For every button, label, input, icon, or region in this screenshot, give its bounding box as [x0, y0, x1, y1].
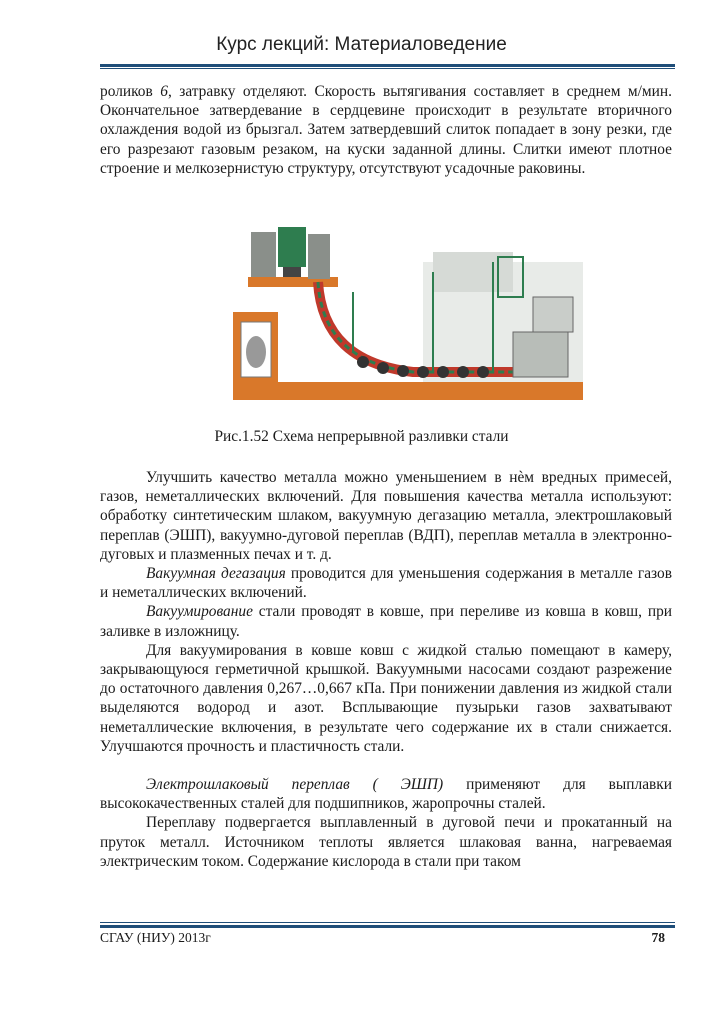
footer-institution: СГАУ (НИУ) 2013г	[100, 930, 211, 945]
ladle-lower	[246, 336, 266, 368]
intro-text-c: , затравку отделяют. Скорость вытягивания составляет в среднем м/мин. Окончательное затвердевание в сердцевине происходит в результате вторичного охлаждения водой из брызгал. Затем затвердевший слиток попадает в зону резки, где его разрезают газовым резаком, на куски заданной длины. Слитки имеют плотное строение и мелкозернистую структуру, отсутствуют усадочные раковины.	[100, 83, 672, 177]
paragraph-vacuum-degassing	[100, 564, 672, 602]
paragraph-vacuum-degassing-text: проводится для уменьшения содержания в металле газов и неметаллических включений.	[100, 565, 672, 602]
ladle-right	[308, 234, 330, 279]
paragraph-quality: Улучшить качество металла можно уменьшением в нѐм вредных примесей, газов, неметаллических включений. Для повышения качества металла используют: обработку синтетическим шлаком, вакуумную дегазацию металла, электрошлаковый переплав (ЭШП), вакуумно-дуговой переплав (ВДП), переплав металла в электронно-дуговых и плазменных печах и т. д.	[100, 469, 672, 563]
footer-rule	[100, 925, 675, 928]
paragraph-remelting: Переплаву подвергается выплавленный в дуговой печи и прокатанный на пруток металл. Источником теплоты является шлаковая ванна, нагреваемая электрическим током. Содержание кислорода в стали при таком	[100, 814, 672, 870]
term-esr: Электрошлаковый переплав ( ЭШП)	[146, 776, 444, 794]
foundation-floor	[233, 382, 583, 400]
intro-roller-number: 6	[160, 83, 168, 100]
figure-caption: Рис.1.52 Схема непрерывной разливки стали	[214, 428, 509, 445]
turret-mechanism	[278, 227, 306, 267]
tundish	[283, 267, 301, 277]
intro-text-a: роликов	[100, 83, 161, 100]
paragraph-esr-text: применяют для выплавки высококачественных сталей для подшипников, жаропрочны сталей.	[100, 776, 673, 813]
page-header-title: Курс лекций: Материаловедение	[216, 34, 507, 55]
paragraph-esr	[100, 775, 672, 813]
paragraph-ladle-vacuuming: Для вакуумирования в ковше ковш с жидкой сталью помещают в камеру, закрывающуюся герметичной крышкой. Вакуумными насосами создают разрежение до остаточного давления 0,267…0,667 кПа. При понижении давления из жидкой стали выделяются водород и азот. Всплывающие пузырьки газов захватывают неметаллические включения, в результате чего содержание их в стали снижается. Улучшаются прочность и пластичность стали.	[100, 641, 672, 755]
ladle-left	[251, 232, 276, 277]
continuous-casting-diagram	[233, 222, 583, 400]
paragraph-vacuuming-text: стали проводят в ковше, при переливе из ковша в ковш, при заливке в изложницу.	[100, 603, 672, 640]
cutting-unit	[513, 332, 568, 377]
header-rule-thin	[100, 68, 675, 69]
header-rule	[100, 64, 675, 67]
intro-paragraph	[100, 82, 672, 178]
paragraph-vacuuming	[100, 602, 672, 640]
term-vacuum-degassing: Вакуумная дегазация	[146, 565, 286, 583]
footer-rule-thin	[100, 922, 675, 923]
body-text	[100, 468, 672, 871]
page-number: 78	[651, 930, 665, 945]
term-vacuuming: Вакуумирование	[146, 603, 253, 621]
control-cabin	[533, 297, 573, 332]
